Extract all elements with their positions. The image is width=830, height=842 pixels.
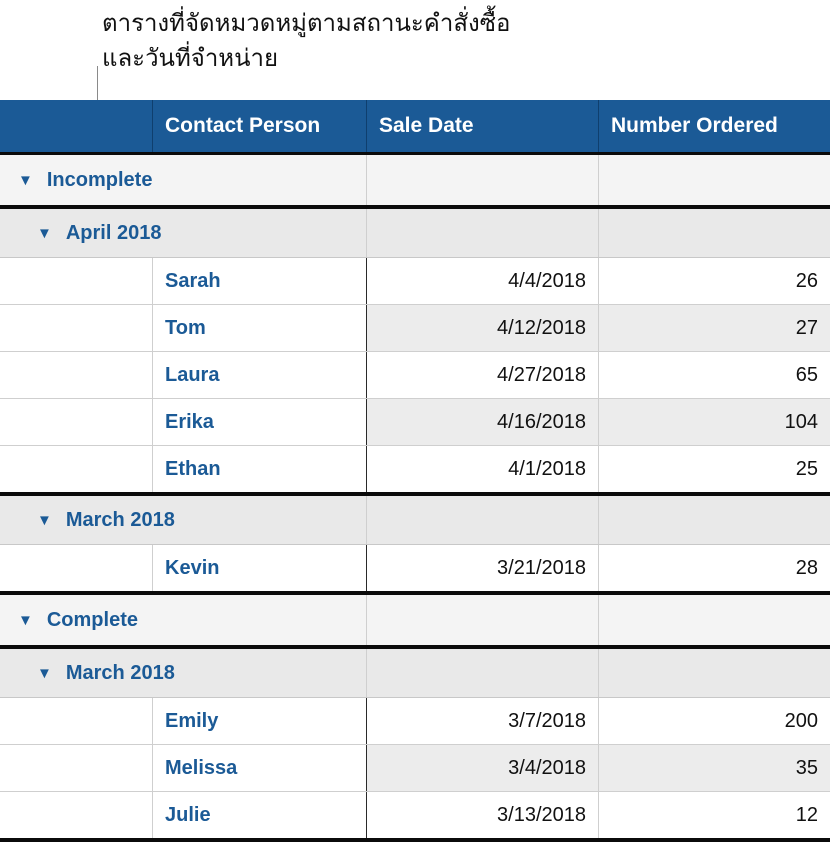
- disclosure-triangle-icon[interactable]: ▼: [18, 171, 33, 189]
- subgroup-row-march-2018[interactable]: [0, 496, 830, 545]
- callout-annotation: [102, 6, 510, 76]
- contact-person-cell[interactable]: Emily: [152, 698, 366, 744]
- sale-date-cell[interactable]: 4/27/2018: [366, 352, 598, 398]
- table-row[interactable]: [0, 745, 830, 792]
- contact-person-cell[interactable]: Laura: [152, 352, 366, 398]
- contact-person-cell[interactable]: Melissa: [152, 745, 366, 791]
- table-row[interactable]: [0, 399, 830, 446]
- group-row-complete[interactable]: [0, 595, 830, 649]
- sale-date-cell[interactable]: 4/4/2018: [366, 258, 598, 304]
- callout-line-2: และวันที่จำหน่าย: [102, 44, 279, 72]
- table-row[interactable]: [0, 446, 830, 496]
- sale-date-cell[interactable]: 4/1/2018: [366, 446, 598, 492]
- table-row[interactable]: [0, 698, 830, 745]
- header-cell-contact-person[interactable]: Contact Person: [152, 100, 366, 152]
- number-ordered-cell[interactable]: 12: [598, 792, 830, 838]
- header-cell-number-ordered[interactable]: Number Ordered: [598, 100, 830, 152]
- contact-person-cell[interactable]: Tom: [152, 305, 366, 351]
- sale-date-cell[interactable]: 3/7/2018: [366, 698, 598, 744]
- header-cell-sale-date[interactable]: Sale Date: [366, 100, 598, 152]
- contact-person-cell[interactable]: Erika: [152, 399, 366, 445]
- disclosure-triangle-icon[interactable]: ▼: [18, 611, 33, 629]
- contact-person-cell[interactable]: Kevin: [152, 545, 366, 591]
- number-ordered-cell[interactable]: 27: [598, 305, 830, 351]
- table-row[interactable]: [0, 305, 830, 352]
- number-ordered-cell[interactable]: 104: [598, 399, 830, 445]
- subgroup-row-march-2018[interactable]: [0, 649, 830, 698]
- number-ordered-cell[interactable]: 65: [598, 352, 830, 398]
- group-label-text: Incomplete: [46, 168, 153, 191]
- table-row[interactable]: [0, 352, 830, 399]
- contact-person-cell[interactable]: Sarah: [152, 258, 366, 304]
- subgroup-row-april-2018[interactable]: [0, 209, 830, 258]
- group-label[interactable]: [18, 155, 152, 205]
- callout-line-1: ตารางที่จัดหมวดหมู่ตามสถานะคำสั่งซื้อ: [102, 9, 511, 37]
- table-header-row: [0, 100, 830, 155]
- sale-date-cell[interactable]: 3/13/2018: [366, 792, 598, 838]
- number-ordered-cell[interactable]: 25: [598, 446, 830, 492]
- sale-date-cell[interactable]: 4/16/2018: [366, 399, 598, 445]
- categorized-table: [0, 100, 830, 842]
- disclosure-triangle-icon[interactable]: ▼: [37, 224, 52, 242]
- subgroup-label[interactable]: [37, 496, 175, 544]
- table-row[interactable]: [0, 258, 830, 305]
- subgroup-label-text: March 2018: [65, 508, 175, 531]
- subgroup-label-text: April 2018: [65, 221, 162, 244]
- table-row[interactable]: [0, 792, 830, 842]
- subgroup-label[interactable]: [37, 649, 175, 697]
- header-cell-category[interactable]: [0, 100, 152, 152]
- sale-date-cell[interactable]: 3/21/2018: [366, 545, 598, 591]
- subgroup-label-text: March 2018: [65, 661, 175, 684]
- number-ordered-cell[interactable]: 26: [598, 258, 830, 304]
- group-label[interactable]: [18, 595, 138, 645]
- sale-date-cell[interactable]: 4/12/2018: [366, 305, 598, 351]
- disclosure-triangle-icon[interactable]: ▼: [37, 664, 52, 682]
- table-row[interactable]: [0, 545, 830, 595]
- subgroup-label[interactable]: [37, 209, 161, 257]
- group-label-text: Complete: [46, 608, 138, 631]
- number-ordered-cell[interactable]: 35: [598, 745, 830, 791]
- contact-person-cell[interactable]: Ethan: [152, 446, 366, 492]
- number-ordered-cell[interactable]: 28: [598, 545, 830, 591]
- sale-date-cell[interactable]: 3/4/2018: [366, 745, 598, 791]
- number-ordered-cell[interactable]: 200: [598, 698, 830, 744]
- contact-person-cell[interactable]: Julie: [152, 792, 366, 838]
- group-row-incomplete[interactable]: [0, 155, 830, 209]
- disclosure-triangle-icon[interactable]: ▼: [37, 511, 52, 529]
